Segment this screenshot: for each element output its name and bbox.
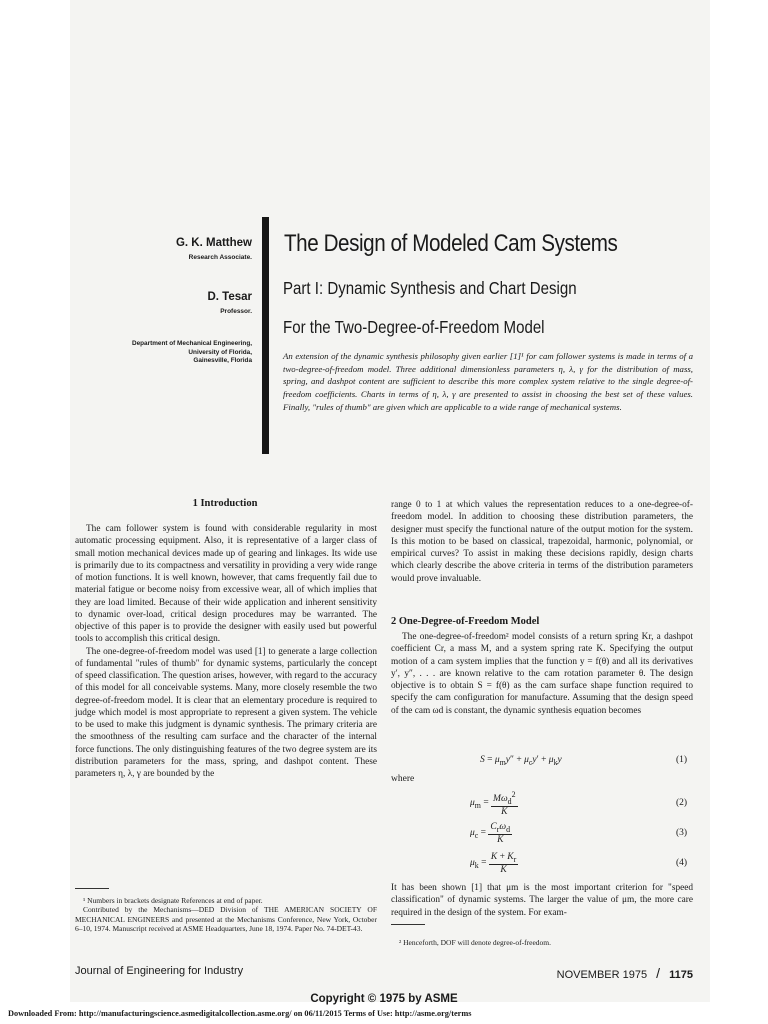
paragraph: The one-degree-of-freedom model was used [1] to generate a large collection of fundamental "rules of thumb" for dynamic systems, particularly the concept of speed classification. The question arises, however, with regard to the accuracy of this model for all conceivable systems. Many, more closely resemble the two degree-of-freedom model. It is clear that an elementary procedure is required to judge which model is most appropriate to represent a given system. The vehicle to be used to make this judgment is dynamic synthesis. The primary criteria are the smoothness of the resulting cam surface and the character of the internal force functions. The only distinguishing features of the two degree system are its distribution parameters for the mass, spring, and dashpot content. These parameters η, λ, γ are bounded by the [75, 646, 377, 779]
paragraph: The one-degree-of-freedom² model consists of a return spring Kr, a dashpot coefficient Cr, a mass M, and a system spring rate K. Specifying the output motion of a cam system implies that the function y = f(θ) and all its derivatives y′, y″, . . . are known relative to the cam rotation parameter θ. The design objective is to obtain S = f(θ) as the cam surface shape function required to specify the cam configuration for manufacture. Assuming that the design speed of the cam ωd is constant, the dynamic synthesis equation becomes [391, 632, 693, 716]
section-1-body [75, 523, 377, 780]
author-name-2: D. Tesar [207, 291, 252, 303]
column-2-intro [391, 499, 693, 585]
abstract: An extension of the dynamic synthesis philosophy given earlier [1]¹ for cam follower systems is made in terms of a two-degree-of-freedom model. Three additional dimensionless parameters η, λ, γ for the distribution of mass, spring, and dashpot content are sufficient to describe this more complex system relative to the single degree-of-freedom coefficients. Charts in terms of η, λ, γ are presented to assist in choosing the best set of these values. Finally, "rules of thumb" are given which are applicable to a wide range of mechanical systems. [283, 351, 693, 412]
author-role-2: Professor. [220, 308, 252, 315]
download-notice: Downloaded From: http://manufacturingscience.asmedigitalcollection.asme.org/ on 06/11/2015 Terms of Use: http://asme.org/terms [8, 1009, 472, 1018]
where-label: where [391, 774, 415, 784]
equation-4: $\mu_k$ = $\frac{K + K_r}{K}$ [470, 852, 517, 875]
affiliation-line: Gainesville, Florida [193, 357, 252, 365]
affiliation-line: University of Florida, [188, 348, 252, 356]
issue-info [525, 965, 693, 981]
affiliation [80, 340, 252, 366]
footnote-rule [75, 888, 109, 889]
section-2-heading: 2 One-Degree-of-Freedom Model [391, 616, 540, 627]
author-name-1: G. K. Matthew [175, 237, 252, 249]
footnote-contributed: Contributed by the Mechanisms—DED Division of THE AMERICAN SOCIETY OF MECHANICAL ENGINEERS and presented at the Mechanisms Conference, New York, October 6–10, 1974. Manuscript received at ASME Headquarters, June 18, 1974. Paper No. 74-DET-43. [75, 905, 377, 934]
equation-1: $S = \mu_my'' + \mu_cy' + \mu_ky$ [480, 755, 562, 767]
paragraph: It has been shown [1] that μm is the most important criterion for "speed classification" of dynamic systems. The larger the value of μm, the more care required in the design of the system. For exam- [391, 883, 693, 918]
issue-date: NOVEMBER 1975 [556, 969, 648, 981]
journal-name: Journal of Engineering for Industry [75, 965, 244, 977]
paper-subtitle-2: For the Two-Degree-of-Freedom Model [283, 317, 545, 337]
affiliation-line: Department of Mechanical Engineering, [131, 340, 252, 347]
equation-number-4: (4) [676, 858, 688, 868]
equation-number-1: (1) [676, 755, 688, 765]
copyright: Copyright © 1975 by ASME [310, 993, 458, 1005]
separator: / [656, 965, 661, 981]
section-2-body [391, 631, 693, 717]
page-number: 1175 [669, 969, 693, 981]
paragraph: The cam follower system is found with considerable regularity in most automatic processing equipment. Also, it is representative of a larger class of small motion mechanical devices made up of gearing and linkages. Its wide use is primarily due to its compactness and versatility in providing a very wide range of motion functions. It is well known, however, that cams frequently fail due to material fatigue or become noisy from excessive wear, all of which implies that they are load limited. Because of their wide application and inherent sensitivity to dynamic over-load, critical design procedures may be warranted. The objective of this paper is to provide the designer with easily used but powerful tools to accomplish this critical design. [75, 524, 377, 645]
footnote-1: ¹ Numbers in brackets designate References at end of paper. [83, 896, 263, 905]
equation-3: $\mu_c$ = $C_r\omega_d$ K [470, 822, 511, 845]
footnote-2: ² Henceforth, DOF will denote degree-of-freedom. [399, 938, 551, 947]
paragraph: range 0 to 1 at which values the representation reduces to a one-degree-of-freedom model. In addition to choosing these distribution parameters, the designer must specify the functional nature of the output motion for the system. Is this motion to be based on classical, trapezoidal, harmonic, polynomial, or empirical curves? To assist in making these decisions rapidly, design charts which clearly describe the above criteria in terms of the distribution parameters would prove invaluable. [391, 500, 693, 584]
paper-title: The Design of Modeled Cam Systems [284, 230, 618, 257]
paper-subtitle-1: Part I: Dynamic Synthesis and Chart Design [283, 278, 577, 298]
equation-number-3: (3) [676, 828, 688, 838]
author-role-1: Research Associate. [188, 254, 252, 261]
section-1-heading: 1 Introduction [192, 498, 258, 509]
column-2-continuation [391, 882, 693, 919]
title-rule [262, 217, 269, 454]
equation-2: $\mu_m$ = $M\omega_d^2$ K [470, 790, 516, 818]
equation-number-2: (2) [676, 798, 688, 808]
footnote-rule-right [391, 924, 425, 925]
footnotes-left [75, 896, 377, 934]
